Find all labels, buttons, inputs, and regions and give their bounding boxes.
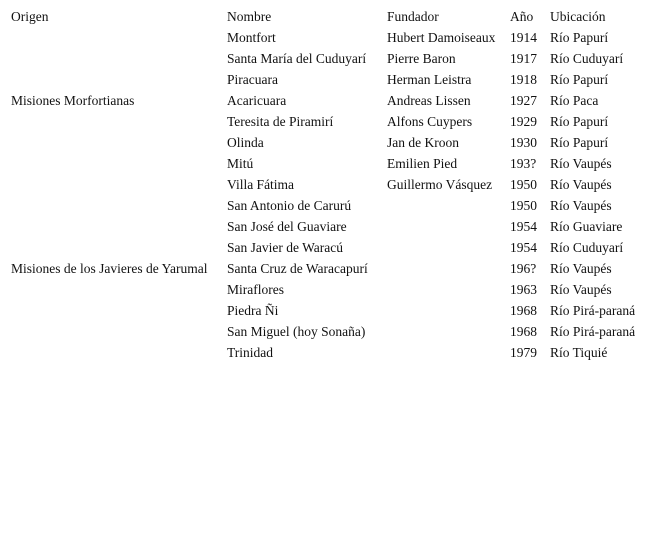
cell-origin	[9, 69, 227, 90]
cell-founder	[387, 279, 510, 300]
cell-location: Río Papurí	[550, 135, 609, 150]
table-row	[9, 27, 645, 48]
cell-location: Río Vaupés	[550, 282, 612, 297]
table-row	[9, 279, 645, 300]
cell-name: Santa Cruz de Waracapurí	[227, 261, 368, 276]
cell-founder	[387, 237, 510, 258]
header-founder: Fundador	[387, 9, 439, 24]
table-row	[9, 321, 645, 342]
header-origin: Origen	[11, 9, 49, 24]
table-row	[9, 237, 645, 258]
cell-year: 1954	[510, 219, 537, 234]
cell-location: Río Pirá-paraná	[550, 303, 636, 318]
cell-origin	[9, 111, 227, 132]
cell-year: 1954	[510, 240, 537, 255]
cell-name: San Miguel (hoy Sonaña)	[227, 324, 366, 339]
cell-founder: Emilien Pied	[387, 156, 458, 171]
table-row	[9, 153, 645, 174]
cell-founder	[387, 321, 510, 342]
cell-location: Río Paca	[550, 93, 599, 108]
cell-name: Piedra Ñi	[227, 303, 279, 318]
cell-year: 1914	[510, 30, 537, 45]
cell-year: 196?	[510, 261, 537, 276]
cell-name: San José del Guaviare	[227, 219, 347, 234]
table-row	[9, 90, 645, 111]
cell-origin	[9, 342, 227, 363]
cell-name: Piracuara	[227, 72, 278, 87]
cell-origin	[9, 132, 227, 153]
cell-origin	[9, 174, 227, 195]
cell-origin	[9, 195, 227, 216]
cell-location: Río Tiquié	[550, 345, 608, 360]
table-row	[9, 111, 645, 132]
table-header-row	[9, 6, 645, 27]
table-row	[9, 132, 645, 153]
table-row	[9, 300, 645, 321]
cell-location: Río Guaviare	[550, 219, 623, 234]
cell-name: Teresita de Piramirí	[227, 114, 334, 129]
header-year: Año	[510, 9, 534, 24]
cell-location: Río Pirá-paraná	[550, 324, 636, 339]
cell-location: Río Papurí	[550, 114, 609, 129]
cell-founder: Hubert Damoiseaux	[387, 30, 496, 45]
cell-year: 1950	[510, 198, 537, 213]
cell-founder	[387, 300, 510, 321]
table-row	[9, 195, 645, 216]
cell-year: 1968	[510, 303, 537, 318]
cell-year: 1929	[510, 114, 537, 129]
cell-founder	[387, 216, 510, 237]
cell-name: Villa Fátima	[227, 177, 295, 192]
cell-year: 1979	[510, 345, 537, 360]
cell-origin: Misiones Morfortianas	[11, 93, 135, 108]
cell-founder	[387, 195, 510, 216]
cell-name: San Javier de Waracú	[227, 240, 343, 255]
cell-name: Mitú	[227, 156, 254, 171]
cell-year: 1930	[510, 135, 537, 150]
cell-origin	[9, 216, 227, 237]
cell-location: Río Vaupés	[550, 177, 612, 192]
cell-year: 1918	[510, 72, 537, 87]
cell-founder: Pierre Baron	[387, 51, 456, 66]
cell-year: 1963	[510, 282, 537, 297]
cell-founder: Jan de Kroon	[387, 135, 459, 150]
cell-founder	[387, 342, 510, 363]
cell-origin	[9, 153, 227, 174]
cell-origin	[9, 279, 227, 300]
cell-origin	[9, 300, 227, 321]
cell-founder: Guillermo Vásquez	[387, 177, 493, 192]
cell-origin	[9, 27, 227, 48]
cell-founder: Alfons Cuypers	[387, 114, 473, 129]
cell-year: 193?	[510, 156, 537, 171]
cell-name: Santa María del Cuduyarí	[227, 51, 367, 66]
cell-name: Acaricuara	[227, 93, 287, 108]
cell-year: 1927	[510, 93, 537, 108]
cell-origin	[9, 237, 227, 258]
cell-name: Miraflores	[227, 282, 284, 297]
cell-name: Olinda	[227, 135, 264, 150]
cell-location: Río Papurí	[550, 72, 609, 87]
cell-name: Montfort	[227, 30, 276, 45]
missions-table	[9, 6, 645, 363]
cell-location: Río Cuduyarí	[550, 51, 624, 66]
cell-origin	[9, 48, 227, 69]
cell-year: 1968	[510, 324, 537, 339]
cell-name: San Antonio de Carurú	[227, 198, 352, 213]
table-row	[9, 174, 645, 195]
cell-name: Trinidad	[227, 345, 274, 360]
cell-location: Río Vaupés	[550, 156, 612, 171]
cell-founder: Herman Leistra	[387, 72, 472, 87]
cell-location: Río Vaupés	[550, 198, 612, 213]
cell-year: 1950	[510, 177, 537, 192]
cell-origin	[9, 321, 227, 342]
table-row	[9, 342, 645, 363]
cell-location: Río Vaupés	[550, 261, 612, 276]
table-row	[9, 216, 645, 237]
cell-year: 1917	[510, 51, 537, 66]
header-name: Nombre	[227, 9, 272, 24]
cell-location: Río Cuduyarí	[550, 240, 624, 255]
table-body	[9, 27, 645, 363]
cell-location: Río Papurí	[550, 30, 609, 45]
cell-origin: Misiones de los Javieres de Yarumal	[11, 261, 208, 276]
table-row	[9, 69, 645, 90]
table-row	[9, 258, 645, 279]
cell-founder	[387, 258, 510, 279]
cell-founder: Andreas Lissen	[387, 93, 471, 108]
header-location: Ubicación	[550, 9, 606, 24]
table-row	[9, 48, 645, 69]
